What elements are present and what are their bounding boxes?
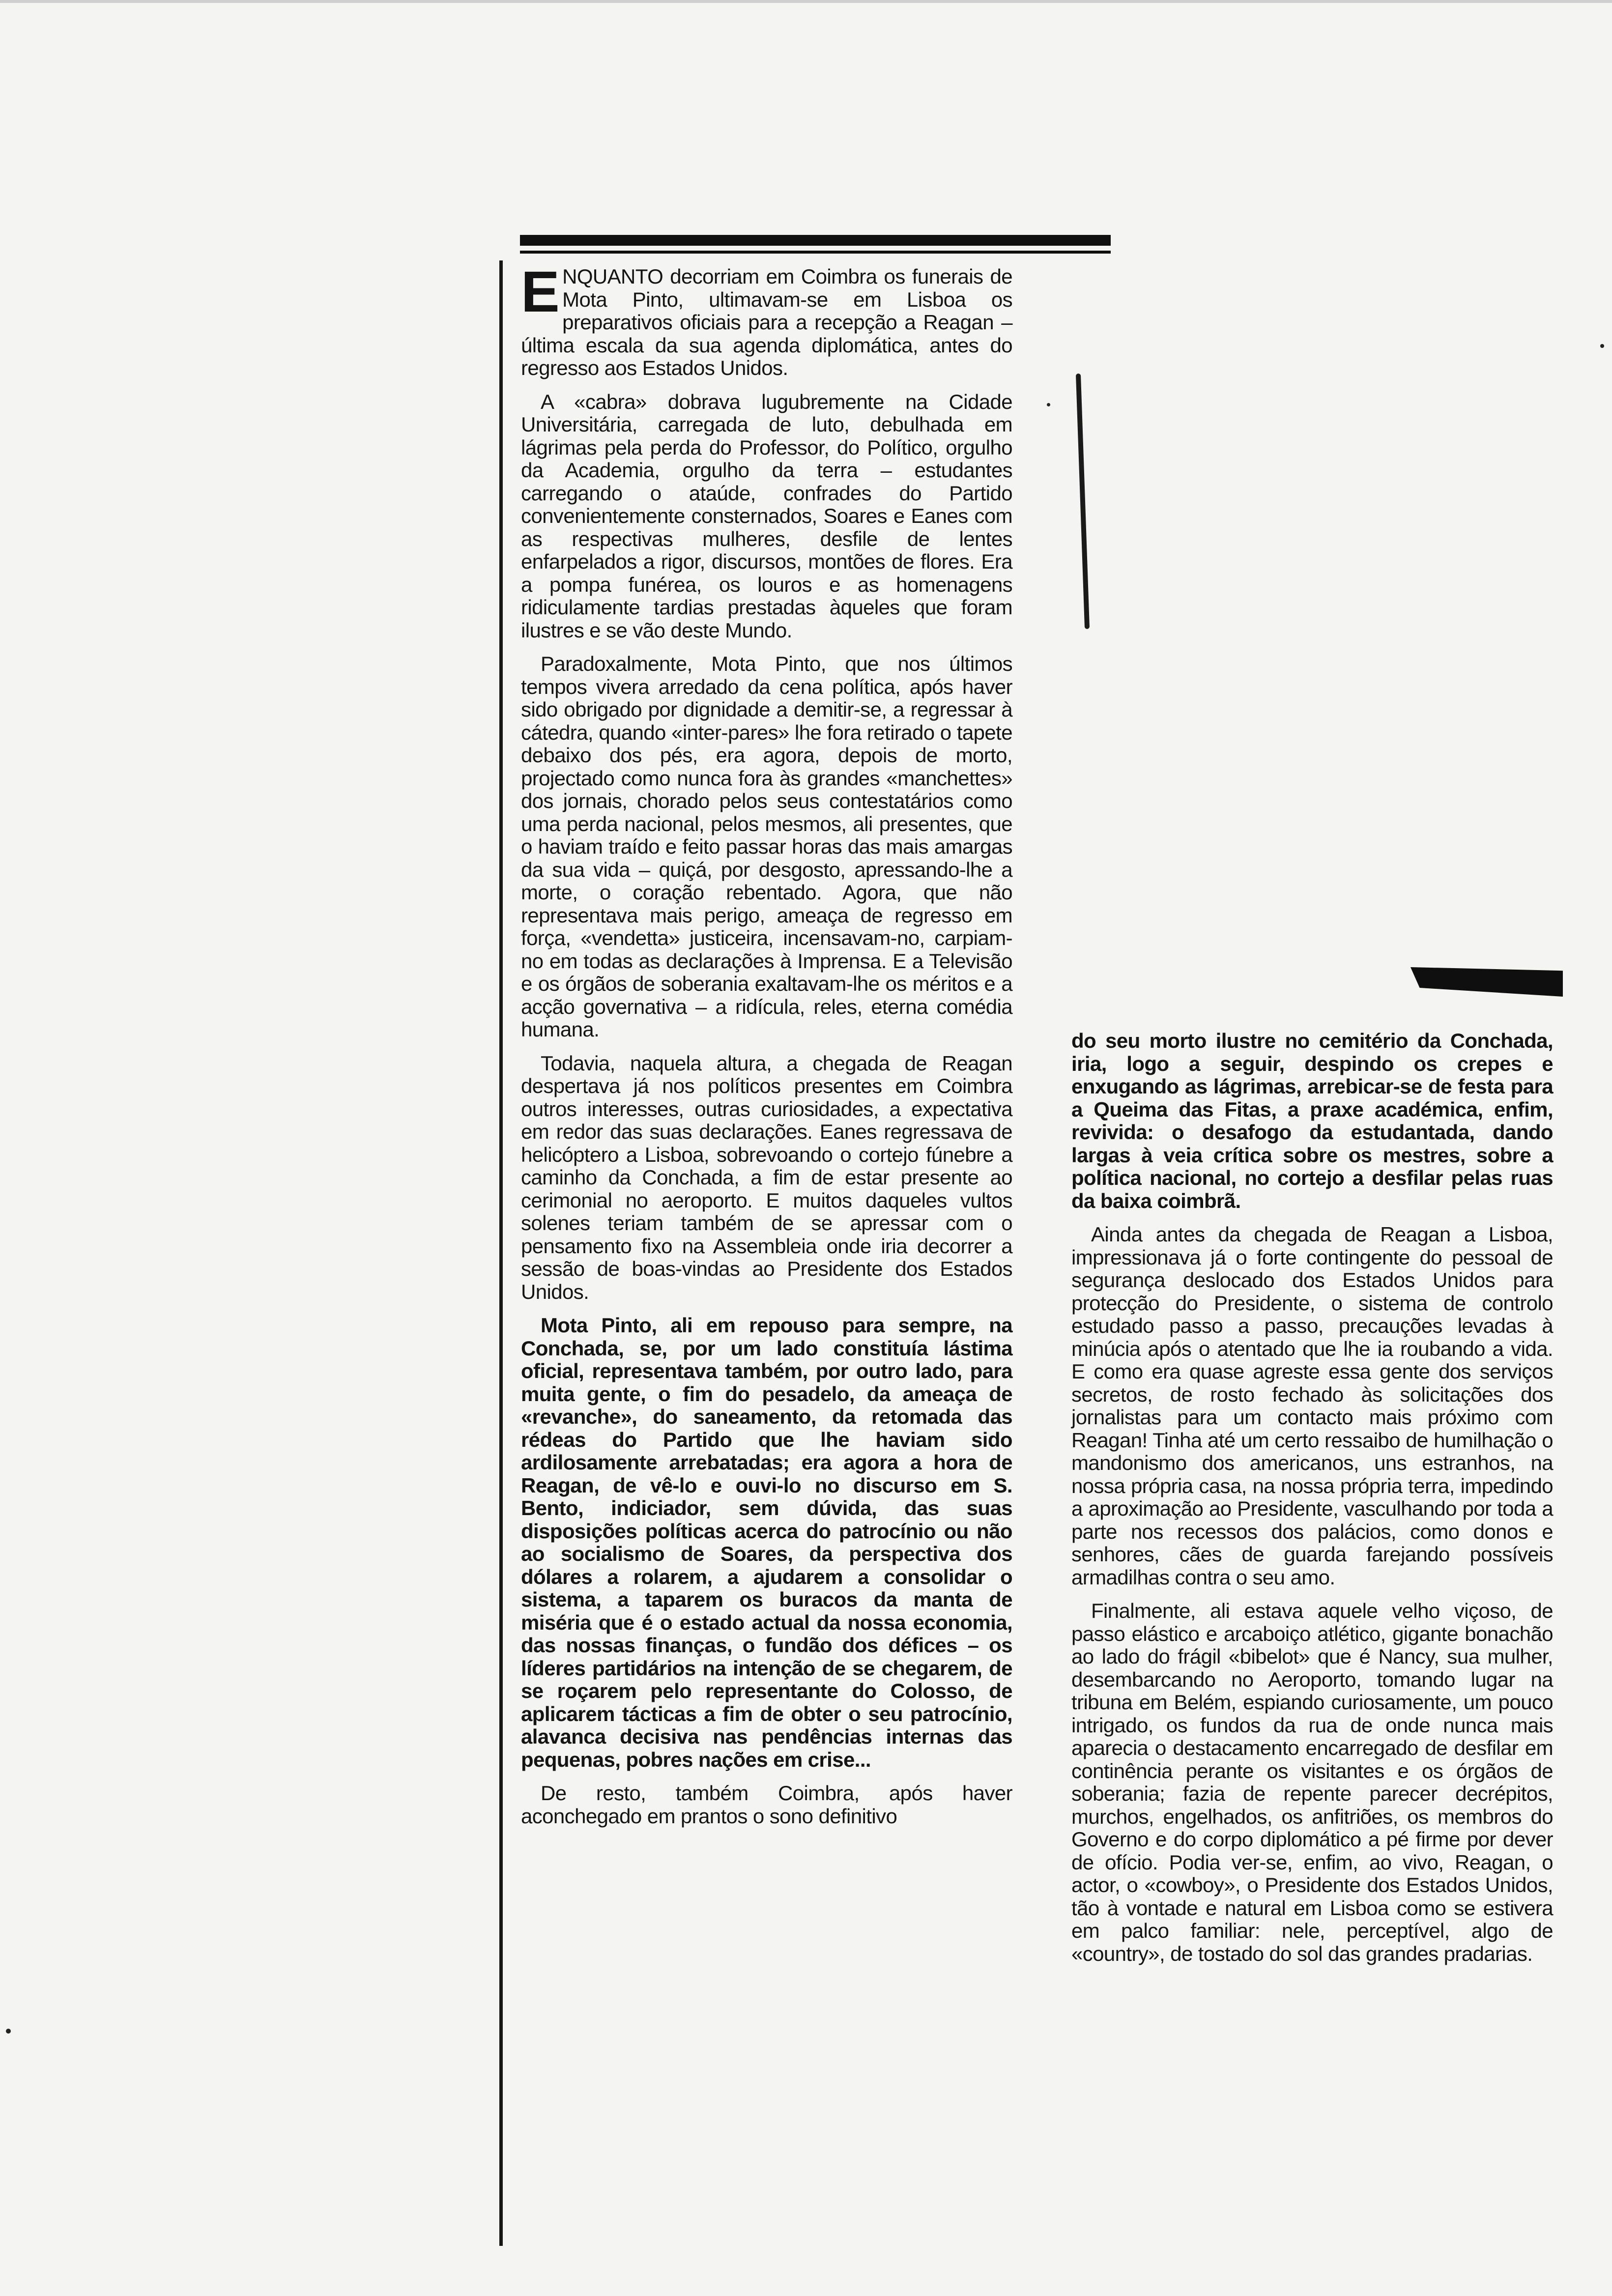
- top-rule-thick: [520, 235, 1111, 246]
- top-rule-thin: [520, 251, 1111, 254]
- drop-cap: E: [521, 259, 560, 324]
- scan-speck: [1600, 344, 1604, 348]
- scan-speck: [6, 2029, 11, 2034]
- paragraph-2: A «cabra» dobrava lugubremente na Cidade Universitária, carregada de luto, debulhada em lágrimas pela perda do Professor, do Político, orgulho da Academia, orgulho da terra – estudantes carregando o ataúde, confrades do Partido convenientemente consternados, Soares e Eanes com as respectivas mulheres, desfile de lentes enfarpelados a rigor, discursos, montões de flores. Era a pompa funérea, os louros e as homenagens ridiculamente tardias prestadas àqueles que foram ilustres e se vão deste Mundo.: [521, 390, 1012, 642]
- right-wedge-rule: [1410, 967, 1563, 997]
- paragraph-1: [521, 259, 1012, 380]
- scan-top-edge: [0, 0, 1612, 3]
- paragraph-8: Ainda antes da chegada de Reagan a Lisboa, impressionava já o forte contingente do pessoal de segurança deslocado dos Estados Unidos para protecção do Presidente, o sistema de controlo estudado passo a passo, precauções levadas à minúcia após o atentado que lhe ia roubando a vida. E como era quase agreste essa gente dos serviços secretos, de rosto fechado às solicitações dos jornalistas para um contacto mais próximo com Reagan! Tinha até um certo ressaibo de humilhação o mandonismo dos americanos, uns estranhos, na nossa própria casa, na nossa própria terra, impedindo a aproximação ao Presidente, vasculhando por toda a parte nos recessos dos palácios, como donos e senhores, cães de guarda farejando possíveis armadilhas contra o seu amo.: [1071, 1223, 1553, 1589]
- paragraph-6: De resto, também Coimbra, após haver aconchegado em prantos o sono definitivo: [521, 1781, 1012, 1828]
- scan-speck: [1047, 403, 1050, 406]
- paragraph-4: Todavia, naquela altura, a chegada de Reagan despertava já nos políticos presentes em Coimbra outros interesses, outras curiosidades, a expectativa em redor das suas declarações. Eanes regressava de helicóptero a Lisboa, sobrevoando o cortejo fúnebre a caminho da Conchada, a fim de estar presente ao cerimonial no aeroporto. E muitos daqueles vultos solenes teriam também de se apressar com o pensamento fixo na Assembleia onde iria decorrer a sessão de boas-vindas ao Presidente dos Estados Unidos.: [521, 1051, 1012, 1303]
- paragraph-7: do seu morto ilustre no cemitério da Conchada, iria, logo a seguir, despindo os crepes e enxugando as lágrimas, arrebicar-se de festa para a Queima das Fitas, a praxe académica, enfim, revivida: o desafogo da estudantada, dando largas à veia crítica sobre os mestres, sobre a política nacional, no cortejo a desfilar pelas ruas da baixa coimbrã.: [1071, 1029, 1553, 1212]
- paragraph-1-text: NQUANTO decorriam em Coimbra os funerais de Mota Pinto, ultimavam-se em Lisboa os preparativos oficiais para a recepção a Reagan – última escala da sua agenda diplomática, antes do regresso aos Estados Unidos.: [521, 265, 1012, 379]
- margin-stroke-mark: [1076, 373, 1090, 629]
- paragraph-5: Mota Pinto, ali em repouso para sempre, na Conchada, se, por um lado constituía lástima oficial, representava também, por outro lado, para muita gente, o fim do pesadelo, da ameaça de «revanche», do saneamento, da retomada das rédeas do Partido que lhe haviam sido ardilosamente arrebatadas; era agora a hora de Reagan, de vê-lo e ouvi-lo no discurso em S. Bento, indiciador, sem dúvida, das suas disposições políticas acerca do patrocínio ou não ao socialismo de Soares, da perspectiva dos dólares a rolarem, a ajudarem a consolidar o sistema, a taparem os buracos da manta de miséria que é o estado actual da nossa economia, das nossas finanças, o fundão dos défices – os líderes partidários na intenção de se chegarem, de se roçarem pelo representante do Colosso, de aplicarem tácticas a fim de obter o seu patrocínio, alavanca decisiva nas pendências internas das pequenas, pobres nações em crise...: [521, 1314, 1012, 1771]
- paragraph-3: Paradoxalmente, Mota Pinto, que nos últimos tempos vivera arredado da cena política, após haver sido obrigado por dignidade a demitir-se, a regressar à cátedra, quando «inter-pares» lhe fora retirado o tapete debaixo dos pés, era agora, depois de morto, projectado como nunca fora às grandes «manchettes» dos jornais, chorado pelos seus contestatários como uma perda nacional, pelos mesmos, ali presentes, que o haviam traído e feito passar horas das mais amargas da sua vida – quiçá, por desgosto, apressando-lhe a morte, o coração rebentado. Agora, que não representava mais perigo, ameaça de regresso em força, «vendetta» justiceira, incensavam-no, carpiam-no em todas as declarações à Imprensa. E a Televisão e os órgãos de soberania exaltavam-lhe os méritos e a acção governativa – a ridícula, reles, eterna comédia humana.: [521, 652, 1012, 1041]
- article-column-left: [521, 259, 1012, 1838]
- paragraph-9: Finalmente, ali estava aquele velho viçoso, de passo elástico e arcaboiço atlético, gigante bonachão ao lado do frágil «bibelot» que é Nancy, sua mulher, desembarcando no Aeroporto, tomando lugar na tribuna em Belém, espiando curiosamente, um pouco intrigado, os fundos da rua de onde nunca mais aparecia o destacamento encarregado de desfilar em continência perante os visitantes e os órgãos de soberania; fazia de repente parecer decrépitos, murchos, engelhados, os anfitriões, os membros do Governo e do corpo diplomático a pé firme por dever de ofício. Podia ver-se, enfim, ao vivo, Reagan, o actor, o «cowboy», o Presidente dos Estados Unidos, tão à vontade e natural em Lisboa como se estivera em palco familiar: nele, perceptível, algo de «country», de tostado do sol das grandes pradarias.: [1071, 1599, 1553, 1965]
- column-left-rule: [499, 260, 503, 2246]
- article-column-right: [1071, 1030, 1553, 1976]
